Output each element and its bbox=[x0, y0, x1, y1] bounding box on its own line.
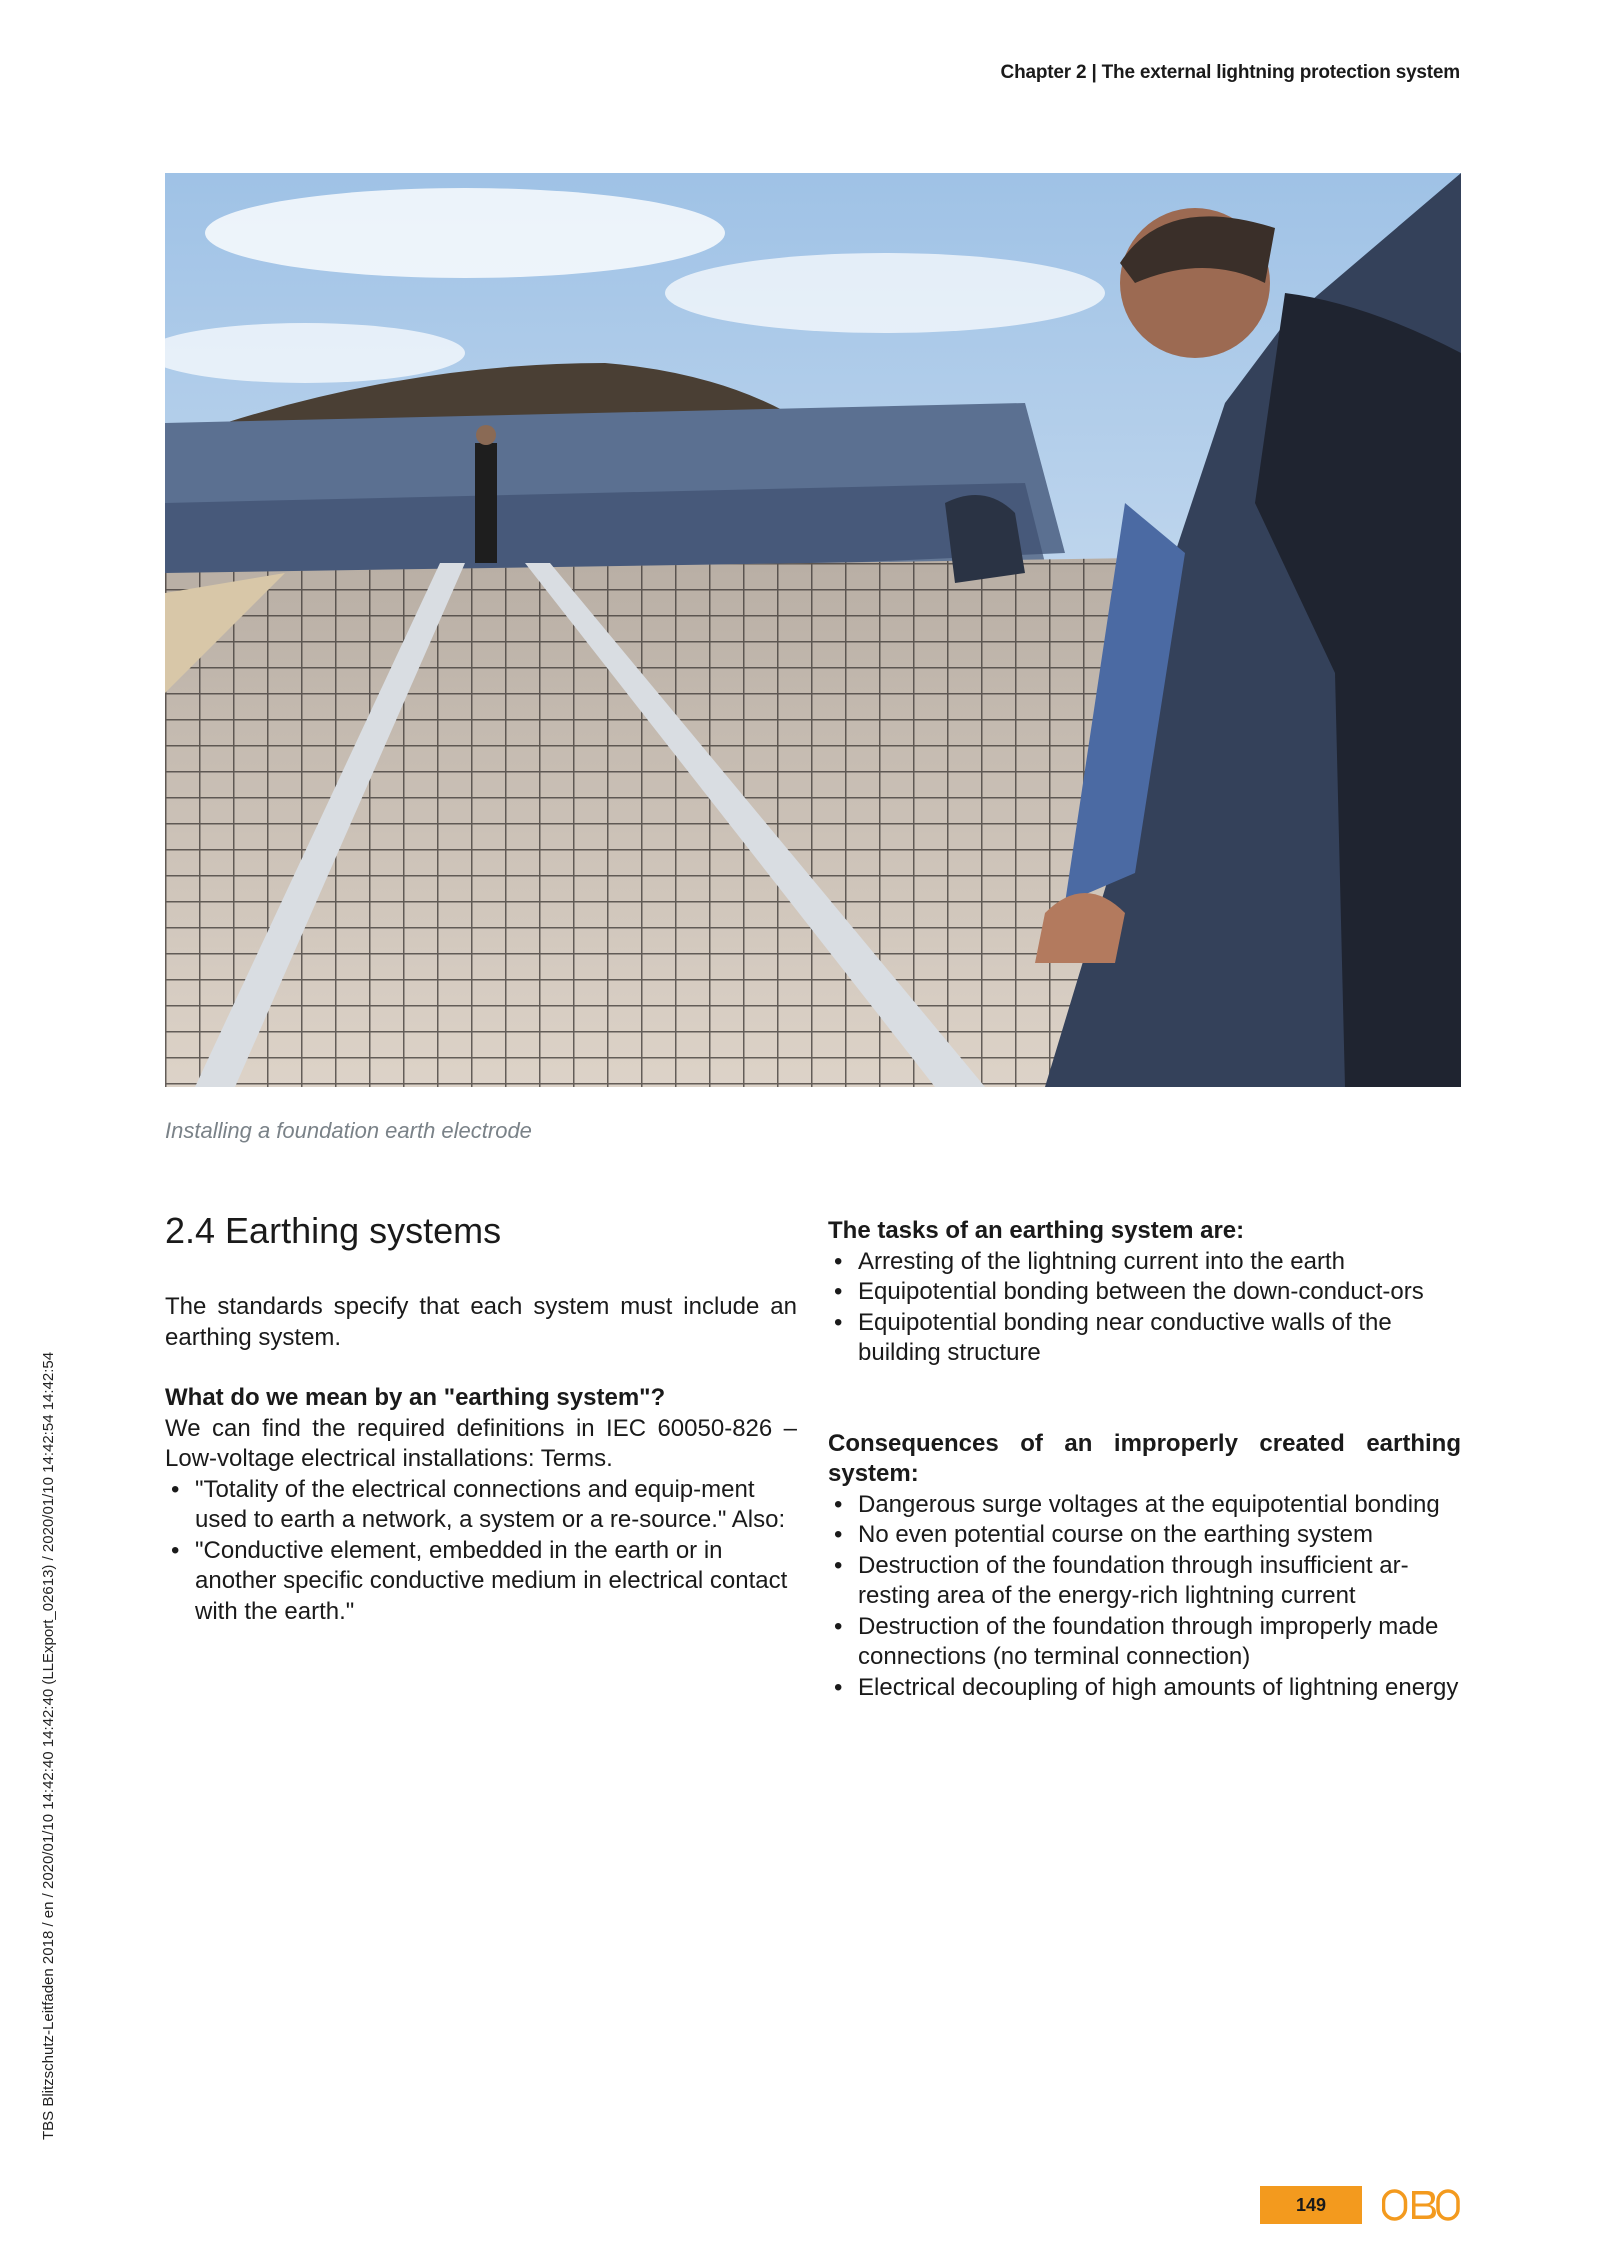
bullet-icon: • bbox=[834, 1308, 843, 1336]
tasks-list bbox=[828, 1247, 1461, 1369]
page-number: 149 bbox=[1260, 2186, 1362, 2224]
right-column bbox=[828, 1216, 1461, 1703]
bullet-icon: • bbox=[171, 1475, 180, 1503]
question-heading: What do we mean by an "earthing system"? bbox=[165, 1384, 666, 1411]
print-metadata: TBS Blitzschutz-Leitfaden 2018 / en / 2020/01/10 14:42:40 14:42:40 (LLExport_02613) / 2020/01/10 14:42:54 14:42:54 bbox=[40, 1351, 57, 2140]
consequences-list bbox=[828, 1490, 1461, 1704]
bullet-icon: • bbox=[834, 1612, 843, 1640]
obo-logo bbox=[1382, 2188, 1460, 2222]
bullet-icon: • bbox=[834, 1673, 843, 1701]
definition-paragraph: We can find the required definitions in IEC 60050-826 – Low-voltage electrical installations: Terms. bbox=[165, 1414, 797, 1472]
list-item: • No even potential course on the earthing system bbox=[828, 1520, 1461, 1551]
bullet-icon: • bbox=[834, 1247, 843, 1275]
tasks-heading: The tasks of an earthing system are: bbox=[828, 1217, 1245, 1244]
bullet-icon: • bbox=[171, 1536, 180, 1564]
bullet-icon: • bbox=[834, 1490, 843, 1518]
list-item: • Equipotential bonding between the down-conduct-ors bbox=[828, 1277, 1461, 1308]
bullet-icon: • bbox=[834, 1551, 843, 1579]
list-item: • Arresting of the lightning current into the earth bbox=[828, 1247, 1461, 1278]
intro-paragraph: The standards specify that each system must include an earthing system. bbox=[165, 1293, 797, 1351]
bullet-icon: • bbox=[834, 1521, 843, 1548]
photo-illustration bbox=[165, 173, 1461, 1087]
list-item: • Destruction of the foundation through improperly made connections (no terminal connection) bbox=[834, 1612, 1439, 1670]
running-header: Chapter 2 | The external lightning protection system bbox=[1000, 62, 1460, 83]
bullet-icon: • bbox=[834, 1278, 843, 1305]
photo-caption: Installing a foundation earth electrode bbox=[165, 1118, 532, 1143]
list-item: • Equipotential bonding near conductive walls of the building structure bbox=[834, 1308, 1392, 1366]
consequences-heading: Consequences of an improperly created earthing system: bbox=[828, 1429, 1461, 1487]
list-item: • Electrical decoupling of high amounts of lightning energy bbox=[828, 1673, 1461, 1704]
construction-photo bbox=[165, 173, 1461, 1087]
list-item: • "Totality of the electrical connections and equip-ment used to earth a network, a system or a re-source." Also: bbox=[171, 1475, 786, 1533]
list-item: • "Conductive element, embedded in the earth or in another specific conductive medium in electrical contact with the earth." bbox=[171, 1536, 788, 1625]
list-item: • Dangerous surge voltages at the equipotential bonding bbox=[828, 1490, 1461, 1521]
definition-list bbox=[165, 1475, 797, 1628]
left-column bbox=[165, 1210, 797, 1627]
section-title: 2.4 Earthing systems bbox=[165, 1210, 502, 1251]
list-item: • Destruction of the foundation through insufficient ar-resting area of the energy-rich lightning current bbox=[834, 1551, 1409, 1609]
